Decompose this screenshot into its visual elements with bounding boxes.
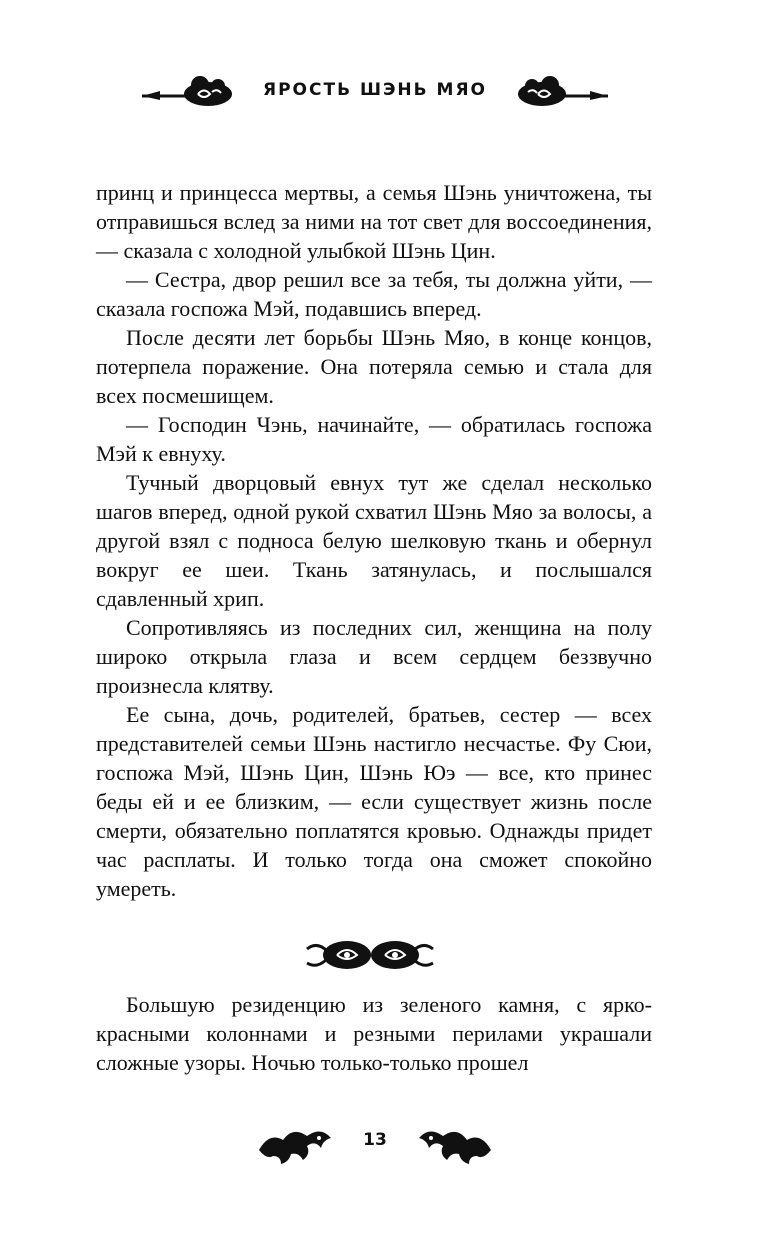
- body-text-bottom: [96, 990, 652, 1077]
- dragon-icon: [255, 1120, 335, 1170]
- paragraph: — Господин Чэнь, начинайте, — обратилась госпожа Мэй к евнуху.: [96, 412, 652, 466]
- page-number: 13: [363, 1130, 387, 1150]
- running-header: [140, 70, 610, 110]
- paragraph: Сопротивляясь из последних сил, женщина на полу широко открыла глаза и всем сердцем беззвучно произнесла клятву.: [96, 615, 652, 698]
- body-text-top: [96, 178, 652, 903]
- paragraph: — Сестра, двор решил все за тебя, ты должна уйти, — сказала госпожа Мэй, подавшись вперед.: [96, 267, 652, 321]
- cloud-ornament-icon: [140, 70, 260, 110]
- paragraph: Ее сына, дочь, родителей, братьев, сестер — всех представителей семьи Шэнь настигло несчастье. Фу Сюи, госпожа Мэй, Шэнь Цин, Шэнь Юэ — все, кто принес беды ей и ее близким, — если существует жизнь после смерти, обязательно поплатятся кровью. Однажды придет час расплаты. И только тогда она сможет спокойно умереть.: [96, 702, 652, 901]
- paragraph: После десяти лет борьбы Шэнь Мяо, в конце концов, потерпела поражение. Она потеряла семью и стала для всех посмешищем.: [96, 325, 652, 408]
- scroll-divider-icon: [305, 935, 435, 975]
- page-footer: [255, 1120, 495, 1170]
- running-title: ЯРОСТЬ ШЭНЬ МЯО: [263, 80, 487, 100]
- cloud-ornament-icon: [490, 70, 610, 110]
- paragraph: Тучный дворцовый евнух тут же сделал несколько шагов вперед, одной рукой схватил Шэнь Мяо за волосы, а другой взял с подноса белую шелковую ткань и обернул вокруг ее шеи. Ткань затянулась, и послышался сдавленный хрип.: [96, 470, 652, 611]
- paragraph: Большую резиденцию из зеленого камня, с ярко-красными колоннами и резными перилами украшали сложные узоры. Ночью только-только прошел: [96, 992, 652, 1075]
- dragon-icon: [415, 1120, 495, 1170]
- paragraph: принц и принцесса мертвы, а семья Шэнь уничтожена, ты отправишься вслед за ними на тот свет для воссоединения, — сказала с холодной улыбкой Шэнь Цин.: [96, 180, 652, 263]
